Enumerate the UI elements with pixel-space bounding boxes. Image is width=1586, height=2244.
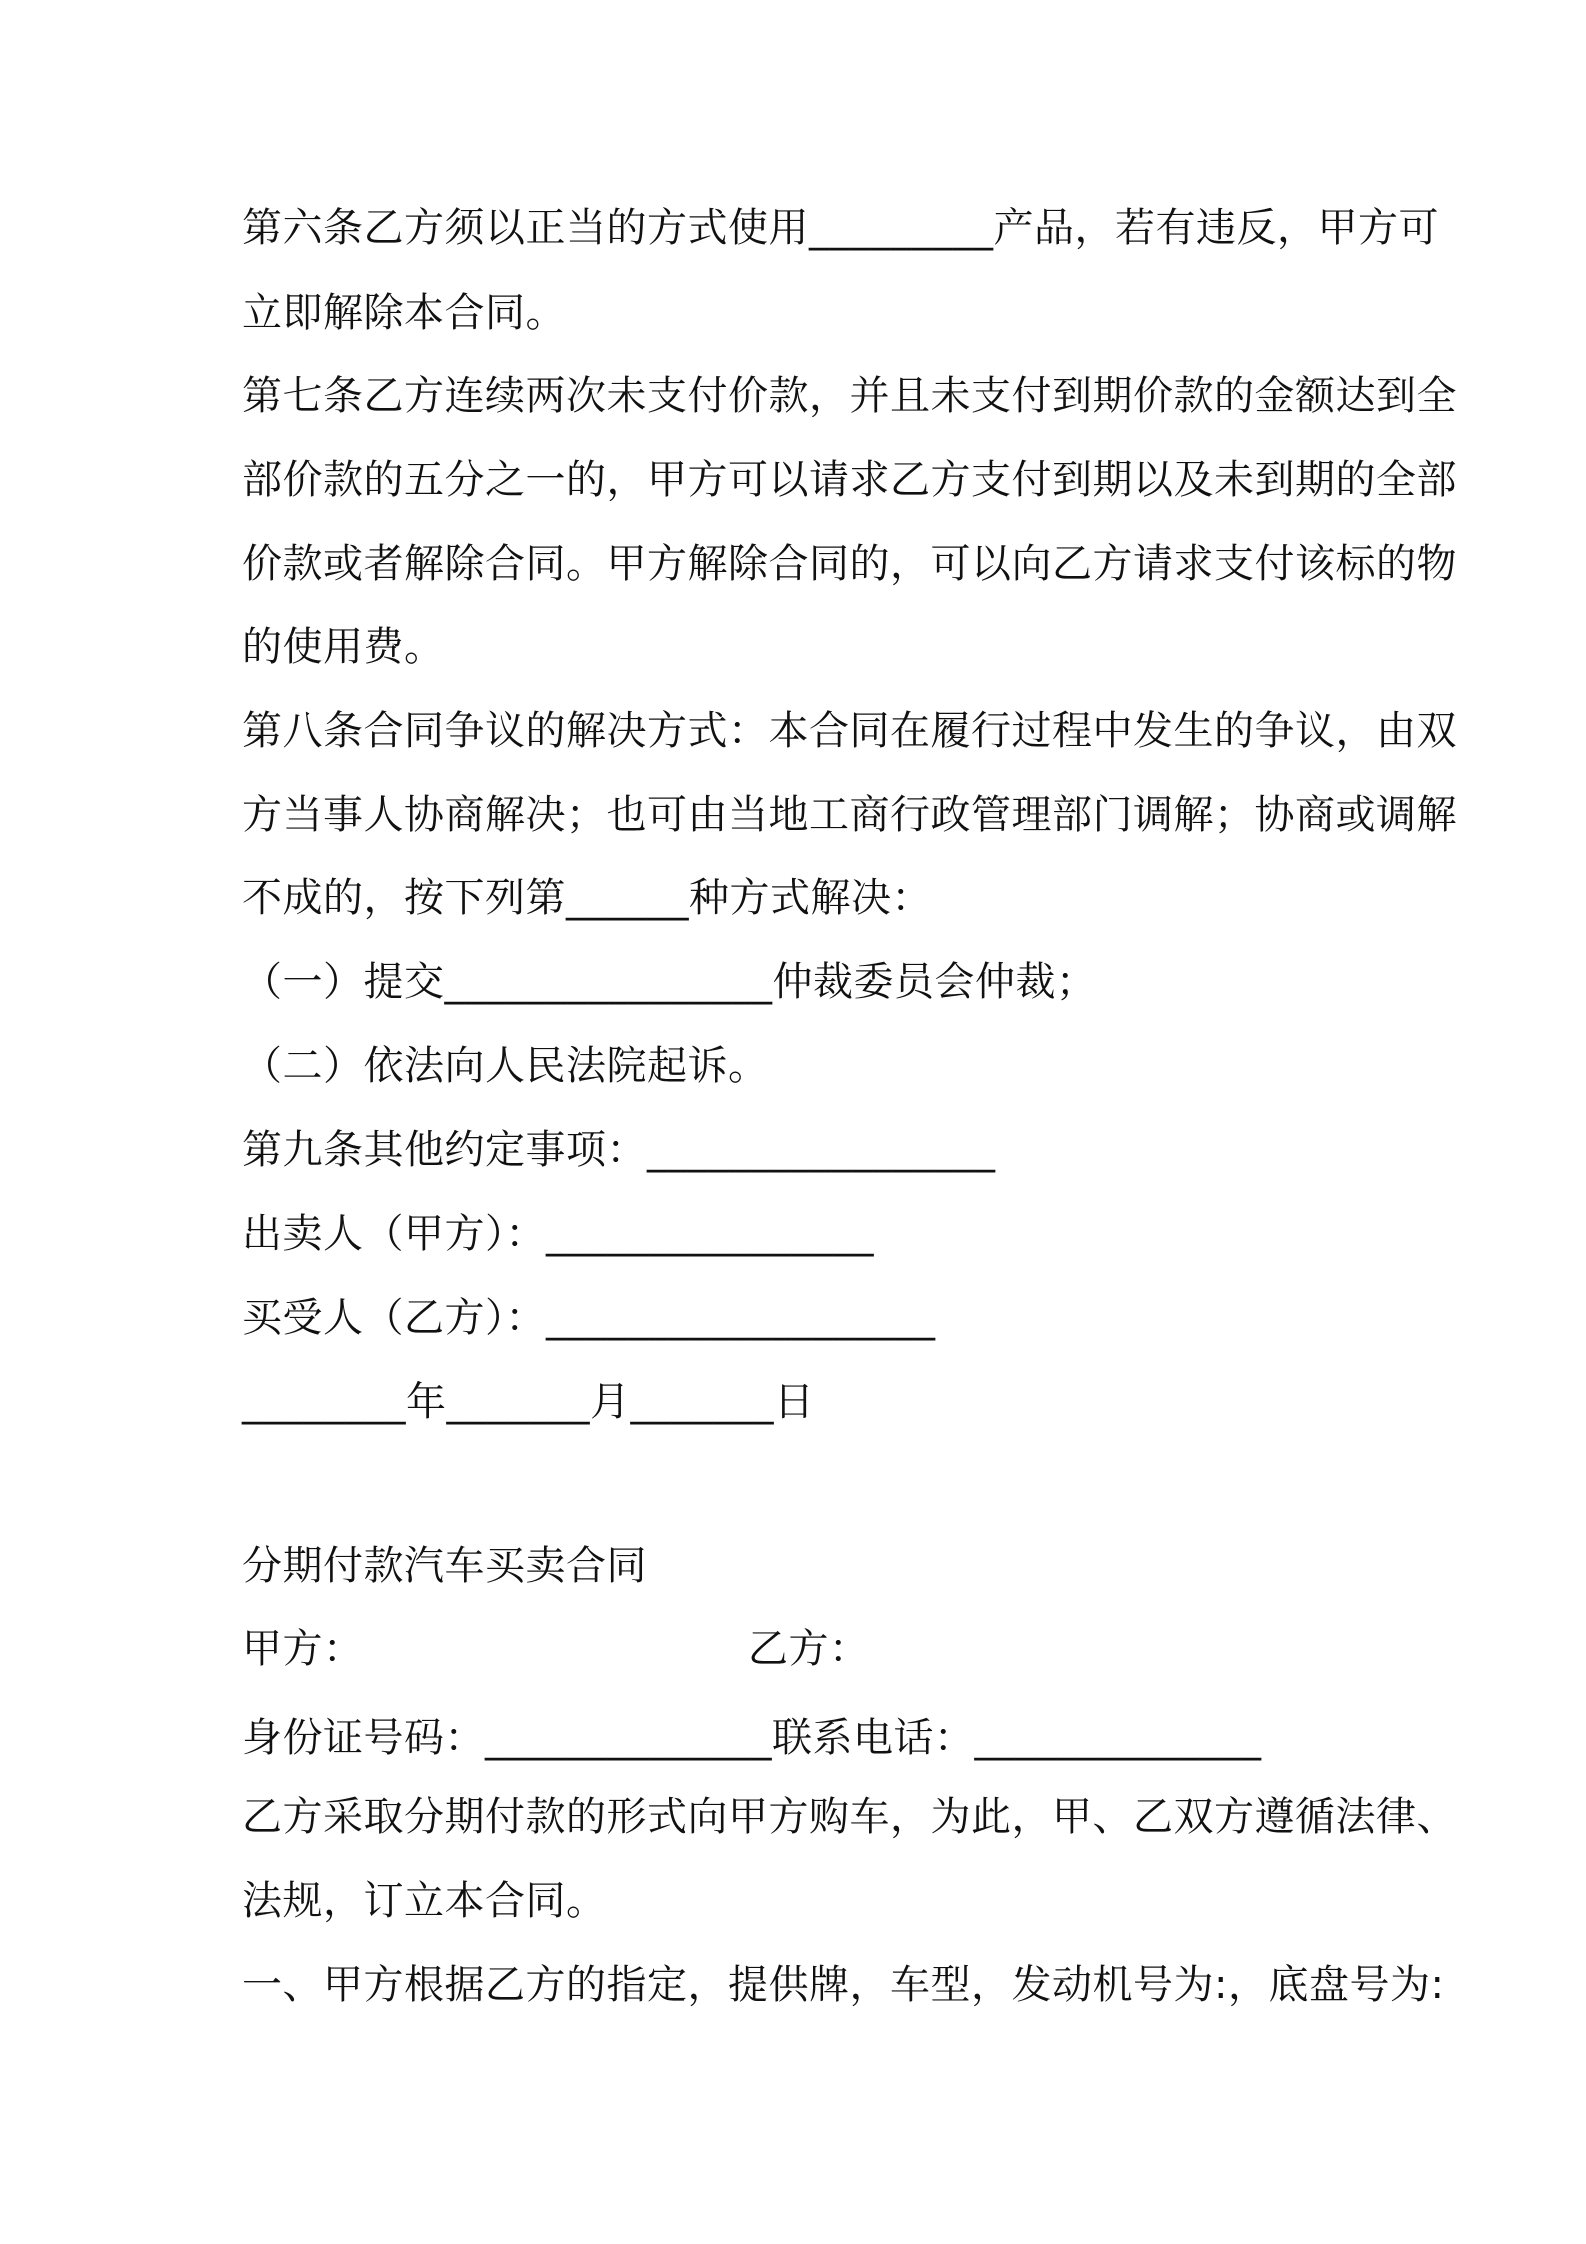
party-b-label: 乙方： xyxy=(748,1626,870,1672)
intro-line-2: 法规，订立本合同。 xyxy=(242,1878,607,1924)
clause-7-line-2: 部价款的五分之一的，甲方可以请求乙方支付到期以及未到期的全部 xyxy=(242,457,1457,503)
party-a-label: 甲方： xyxy=(242,1626,364,1672)
clause-8-line-1: 第八条合同争议的解决方式：本合同在履行过程中发生的争议，由双 xyxy=(242,708,1457,754)
intro-line-1: 乙方采取分期付款的形式向甲方购车，为此，甲、乙双方遵循法律、 xyxy=(242,1794,1457,1840)
buyer-signature-line: 买受人（乙方）：___________________ xyxy=(242,1295,936,1341)
clause-6-line-1: 第六条乙方须以正当的方式使用_________产品，若有违反，甲方可 xyxy=(242,205,1439,251)
clause-6-line-2: 立即解除本合同。 xyxy=(242,290,566,336)
clause-7-line-1: 第七条乙方连续两次未支付价款，并且未支付到期价款的金额达到全 xyxy=(242,373,1457,419)
seller-signature-line: 出卖人（甲方）：________________ xyxy=(242,1211,874,1257)
option-2: （二）依法向人民法院起诉。 xyxy=(242,1043,769,1089)
id-phone-line: 身份证号码：______________联系电话：______________ xyxy=(242,1715,1262,1761)
option-1: （一）提交________________仲裁委员会仲裁； xyxy=(242,959,1097,1005)
article-1-line: 一、甲方根据乙方的指定，提供牌，车型，发动机号为:，底盘号为: xyxy=(242,1962,1445,2008)
clause-7-line-4: 的使用费。 xyxy=(242,624,445,670)
clause-9: 第九条其他约定事项：_________________ xyxy=(242,1127,996,1173)
clause-8-line-3: 不成的，按下列第______种方式解决： xyxy=(242,875,932,921)
clause-7-line-3: 价款或者解除合同。甲方解除合同的，可以向乙方请求支付该标的物 xyxy=(242,541,1457,587)
contract-title: 分期付款汽车买卖合同 xyxy=(242,1543,647,1589)
clause-8-line-2: 方当事人协商解决；也可由当地工商行政管理部门调解；协商或调解 xyxy=(242,792,1457,838)
date-line: ________年_______月_______日 xyxy=(242,1379,815,1425)
